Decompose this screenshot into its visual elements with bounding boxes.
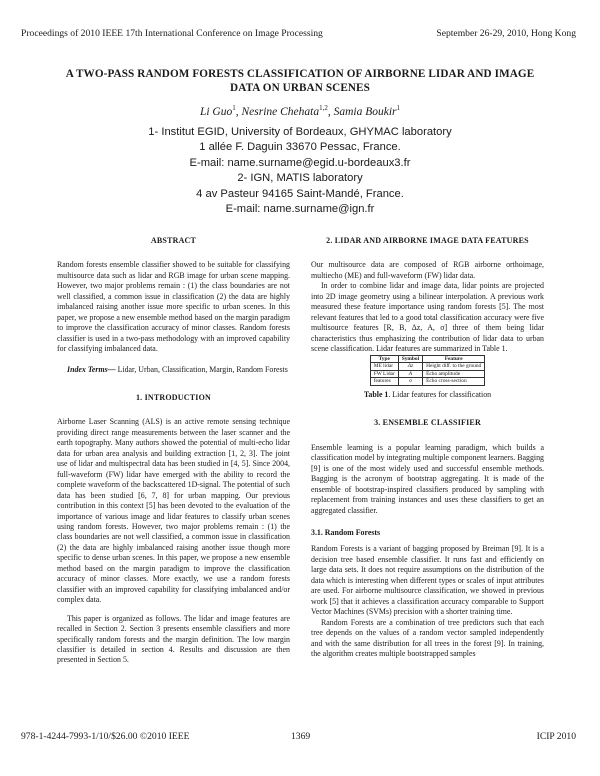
index-terms [57, 365, 290, 375]
section3-paragraph: Random Forests are a combination of tree predictors such that each tree depends on the values of a random vector sampled independently and with the same distribution for all trees in the forest [9]. In training, the algorithm creates multiple bootstrapped samples [311, 617, 544, 658]
table-cell: Δz [398, 363, 422, 371]
table-caption-label: Table 1 [363, 389, 389, 399]
table-header-cell: Symbol [398, 355, 422, 363]
author-affiliation-mark: 1 [396, 104, 401, 112]
affiliation-email: E-mail: name.surname@ign.fr [225, 203, 375, 216]
table-header-cell: Type [370, 355, 398, 363]
table-cell: Height diff. to the ground [423, 363, 485, 371]
section3-paragraph: Random Forests is a variant of bagging proposed by Breiman [9]. It is a decision tree based ensemble classifier. It runs fast and efficiently on large data sets. It does not require assumptions on the distribution of the data which is interesting when different types or scales of input attributes are used. For airborne multisource classification, we showed in previous work [5] that it achieves a classification accuracy comparable to Support Vector Machines (SVMs) precision with a shorter training time. [311, 544, 544, 617]
left-column [57, 236, 290, 666]
section3-heading: 3. ENSEMBLE CLASSIFIER [374, 418, 481, 428]
table-row [370, 378, 485, 386]
table-row [370, 370, 485, 378]
title-line-1: A TWO-PASS RANDOM FORESTS CLASSIFICATION OF AIRBORNE LIDAR AND IMAGE [65, 68, 535, 80]
affiliations [0, 125, 600, 217]
author-name: Nesrine Chehata [241, 105, 320, 118]
author-name: Li Guo [199, 105, 233, 118]
table-cell: ME lidar [370, 363, 398, 371]
affiliation-line: 1 allée F. Daguin 33670 Pessac, France. [199, 141, 401, 154]
section3-paragraph: Ensemble learning is a popular learning paradigm, which builds a classification model by integrating multiple component learners. Bagging [9] is one of the most widely used and successful ensemble methods. Bagging is the acronym of bootstrap aggregating. It is made of the ensemble of bootstrap-inspired classifiers produced by sampling with replacement from training instances and uses these classifiers to get an aggregated classifier. [311, 442, 544, 515]
author-affiliation-mark: 1 [232, 104, 236, 112]
table-cell: Echo cross-section [423, 378, 485, 386]
table-caption [311, 390, 544, 400]
author-list [0, 104, 600, 118]
table-header-row [370, 355, 485, 363]
affiliation-line: 4 av Pasteur 94165 Saint-Mandé, France. [196, 187, 404, 200]
title-line-2: DATA ON URBAN SCENES [230, 82, 370, 94]
isbn-footer: 978-1-4244-7993-1/10/$26.00 ©2010 IEEE [21, 731, 190, 742]
index-terms-text: Lidar, Urban, Classification, Margin, Random Forests [115, 364, 288, 374]
lidar-features-table [370, 355, 486, 386]
author-affiliation-mark: 1,2 [319, 104, 328, 112]
conference-footer: ICIP 2010 [536, 731, 576, 742]
abstract-heading: ABSTRACT [150, 236, 197, 245]
introduction-heading: 1. INTRODUCTION [135, 392, 211, 402]
subsection-heading: 3.1. Random Forests [311, 527, 381, 537]
table-header-cell: Feature [423, 355, 485, 363]
table-cell: FW Lidar [370, 370, 398, 378]
page-number: 1369 [291, 731, 311, 742]
table-cell: Echo amplitude [423, 370, 485, 378]
table-cell: features [370, 378, 398, 386]
author-separator: , [235, 105, 242, 118]
paper-title [40, 67, 560, 95]
table-cell: A [398, 370, 422, 378]
affiliation-email: E-mail: name.surname@egid.u-bordeaux3.fr [189, 156, 411, 169]
affiliation-line: 1- Institut EGID, University of Bordeaux, GHYMAC laboratory [148, 126, 452, 138]
table-row [370, 363, 485, 371]
index-terms-label: Index Terms— [67, 364, 116, 374]
affiliation-line: 2- IGN, MATIS laboratory [237, 172, 363, 185]
proceedings-header: Proceedings of 2010 IEEE 17th International Conference on Image Processing [21, 28, 323, 39]
table-cell: σ [398, 378, 422, 386]
section2-paragraph: Our multisource data are composed of RGB airborne orthoimage, multiecho (ME) and full-waveform (FW) lidar data. [311, 260, 544, 280]
table-caption-text: . Lidar features for classification [388, 389, 492, 399]
author-separator: , [327, 105, 334, 118]
intro-paragraph: Airborne Laser Scanning (ALS) is an active remote sensing technique providing direct range measurements between the laser scanner and the earth topography. Many authors showed the potential of multi-echo lidar data for urban area analysis and building extraction [1, 2, 3]. The joint use of lidar and multispectral data has been studied in [4, 5]. Since 2004, full-waveform (FW) lidar have emerged with the ability to record the complete waveform of the backscattered 1D-signal. The potential of such data has been studied [6, 7, 8] for urban mapping. Our previous contribution in this context [5] has been devoted to the evaluation of the importance of various image and lidar features to classify urban scenes using random forests. However, two major problems remain : (1) the class boundaries are not well classified, a common issue in classification (2) the data are highly imbalanced raising another issue though more specific to dense urban scenes. In this paper, we propose a new ensemble method based on the margin paradigm to improve the classification accuracy of minor classes. More exactly, we use a random forests classifier with an improved capability for classifying imbalanced and/or complex data. [57, 417, 290, 605]
intro-paragraph: This paper is organized as follows. The lidar and image features are recalled in Section 2. Section 3 presents ensemble classifiers and more specifically random forests and the margin definition. The low margin classifier is detailed in section 4. Results and discussion are then presented in Section 5. [57, 613, 290, 665]
section2-heading: 2. LIDAR AND AIRBORNE IMAGE DATA FEATURES [326, 236, 529, 245]
abstract-text: Random forests ensemble classifier showed to be suitable for classifying multisource data such as lidar and RGB image for urban scene mapping. However, two major problems remain : (1) the class boundaries are not well classified, a common issue in classification (2) the data are highly imbalanced raising another issue more specific to urban scenes. In this paper, we propose a new ensemble method based on the margin paradigm to improve the classification accuracy of minor classes. Random forests classifier is used in a two-pass methodology with an improved capability for classifying imbalanced data. [57, 260, 290, 354]
author-name: Samia Boukir [333, 105, 397, 118]
section2-paragraph: In order to combine lidar and image data, lidar points are projected into 2D image geometry using a bilinear interpolation. A previous work measured these feature importance using random forests [5]. The most relevant features that led to a good total classification accuracy were five multisource features [R, B, Δz, A, σ] three of them being lidar characteristics thus emphasizing the contribution of lidar data to urban scene classification. Lidar features are summarized in Table 1. [311, 281, 544, 354]
conference-dates: September 26-29, 2010, Hong Kong [436, 28, 576, 39]
right-column [311, 236, 544, 659]
